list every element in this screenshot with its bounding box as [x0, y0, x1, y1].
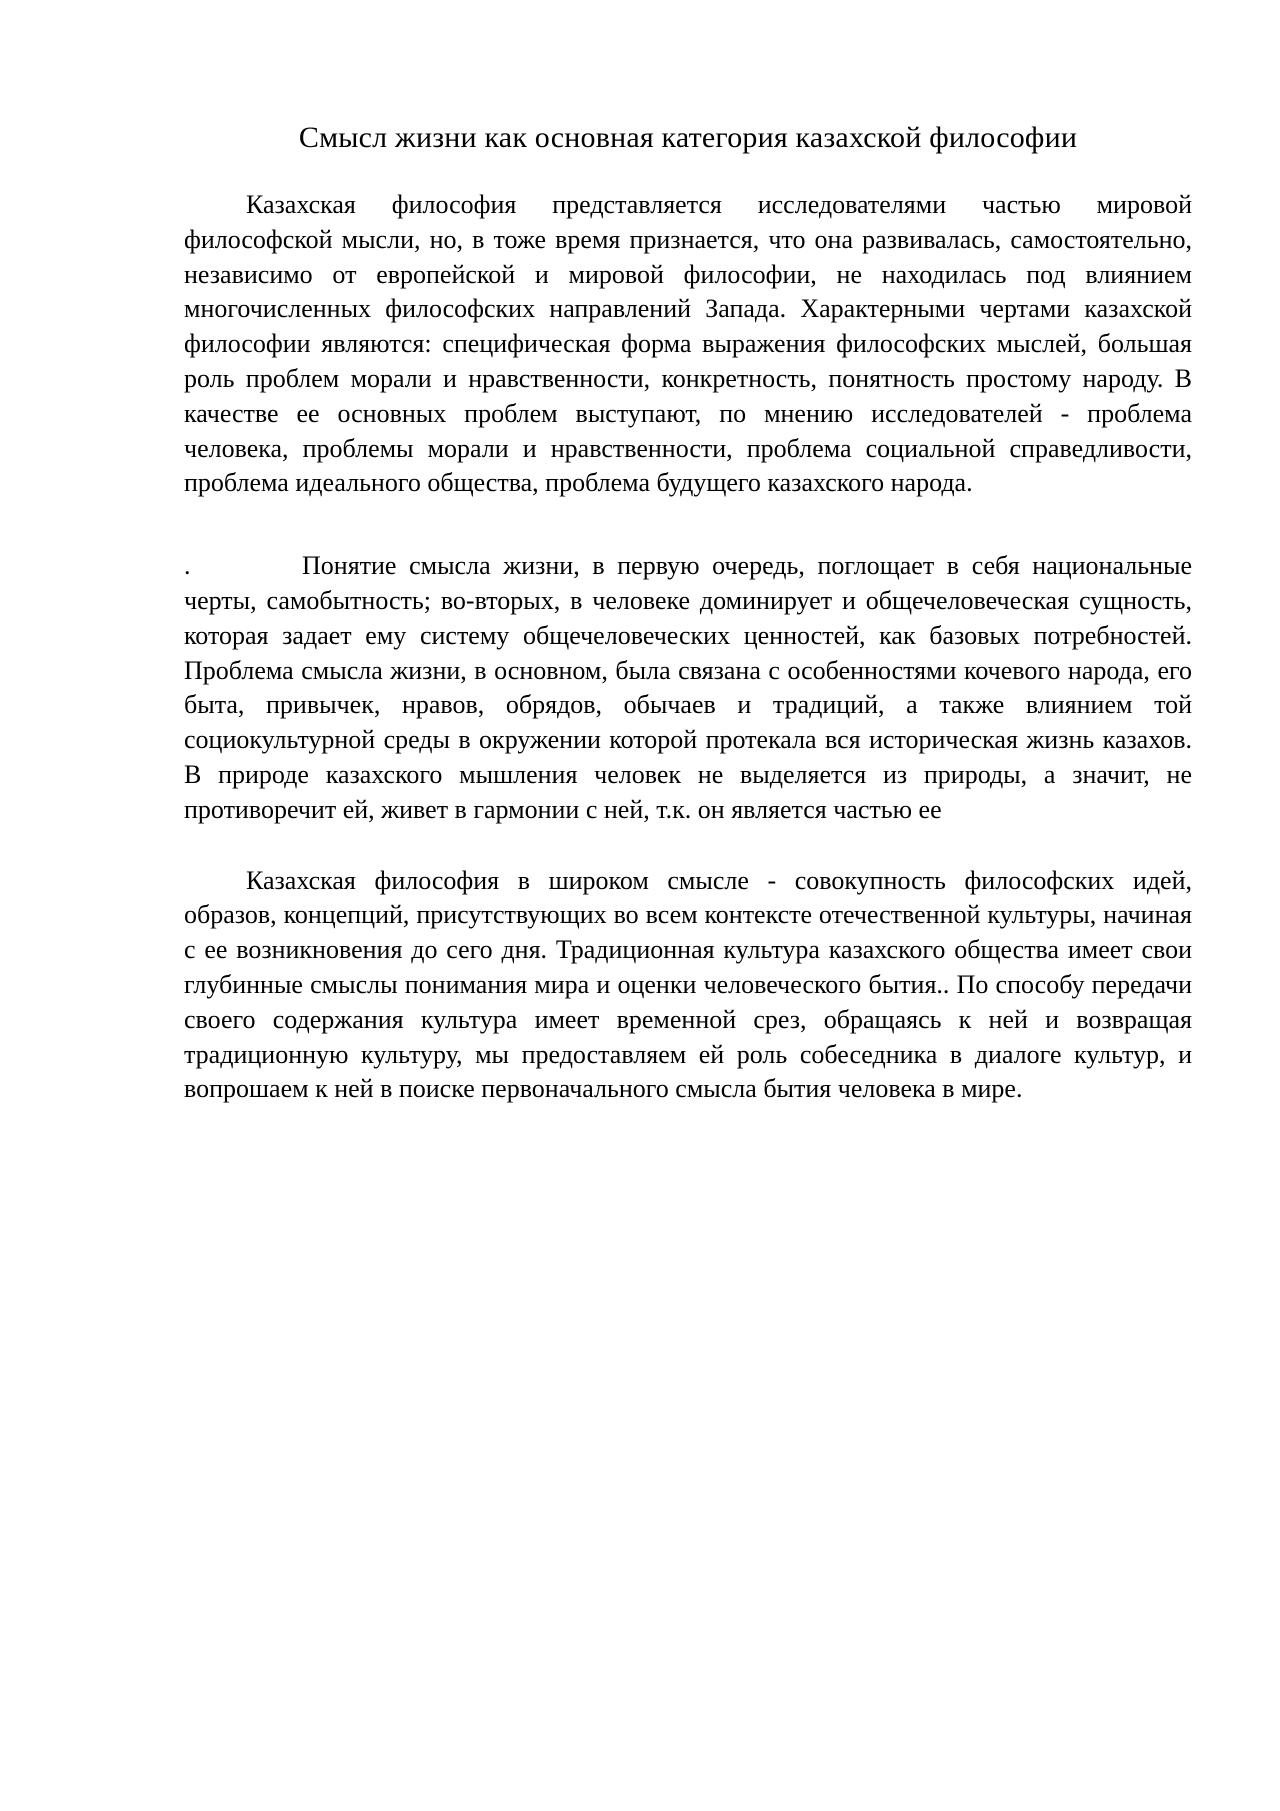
paragraph-lead-mark: .	[184, 551, 191, 581]
paragraph-1: Казахская философия представляется исследователями частью мировой философской мысли, но, в тоже время признается, что она развивалась, самостоятельно, независимо от европейской и мировой философии, не находилась под влиянием многочисленных философских направлений Запада. Характерными чертами казахской философии являются: специфическая форма выражения философских мыслей, большая роль проблем морали и нравственности, конкретность, понятность простому народу. В качестве ее основных проблем выступают, по мнению исследователей - проблема человека, проблемы морали и нравственности, проблема социальной справедливости, проблема идеального общества, проблема будущего казахского народа.	[184, 190, 1192, 498]
document-body	[184, 118, 1192, 1107]
paragraph-2-text: Понятие смысла жизни, в первую очередь, поглощает в себя национальные черты, самобытность; во-вторых, в человеке доминирует и общечеловеческая сущность, которая задает ему систему общечеловеческих ценностей, как базовых потребностей. Проблема смысла жизни, в основном, была связана с особенностями кочевого народа, его быта, привычек, нравов, обрядов, обычаев и традиций, а также влиянием той социокультурной среды в окружении которой протекала вся историческая жизнь казахов. В природе казахского мышления человек не выделяется из природы, а значит, не противоречит ей, живет в гармонии с ней, т.к. он является частью ее	[184, 551, 1192, 824]
paragraph-2	[184, 549, 1192, 827]
document-title: Смысл жизни как основная категория казахской философии	[298, 121, 1078, 154]
paragraph-3: Казахская философия в широком смысле - совокупность философских идей, образов, концепций, присутствующих во всем контексте отечественной культуры, начиная с ее возникновения до сего дня. Традиционная культура казахского общества имеет свои глубинные смыслы понимания мира и оценки человеческого бытия.. По способу передачи своего содержания культура имеет временной срез, обращаясь к ней и возвращая традиционную культуру, мы предоставляем ей роль собеседника в диалоге культур, и вопрошаем к ней в поиске первоначального смысла бытия человека в мире.	[184, 865, 1192, 1104]
